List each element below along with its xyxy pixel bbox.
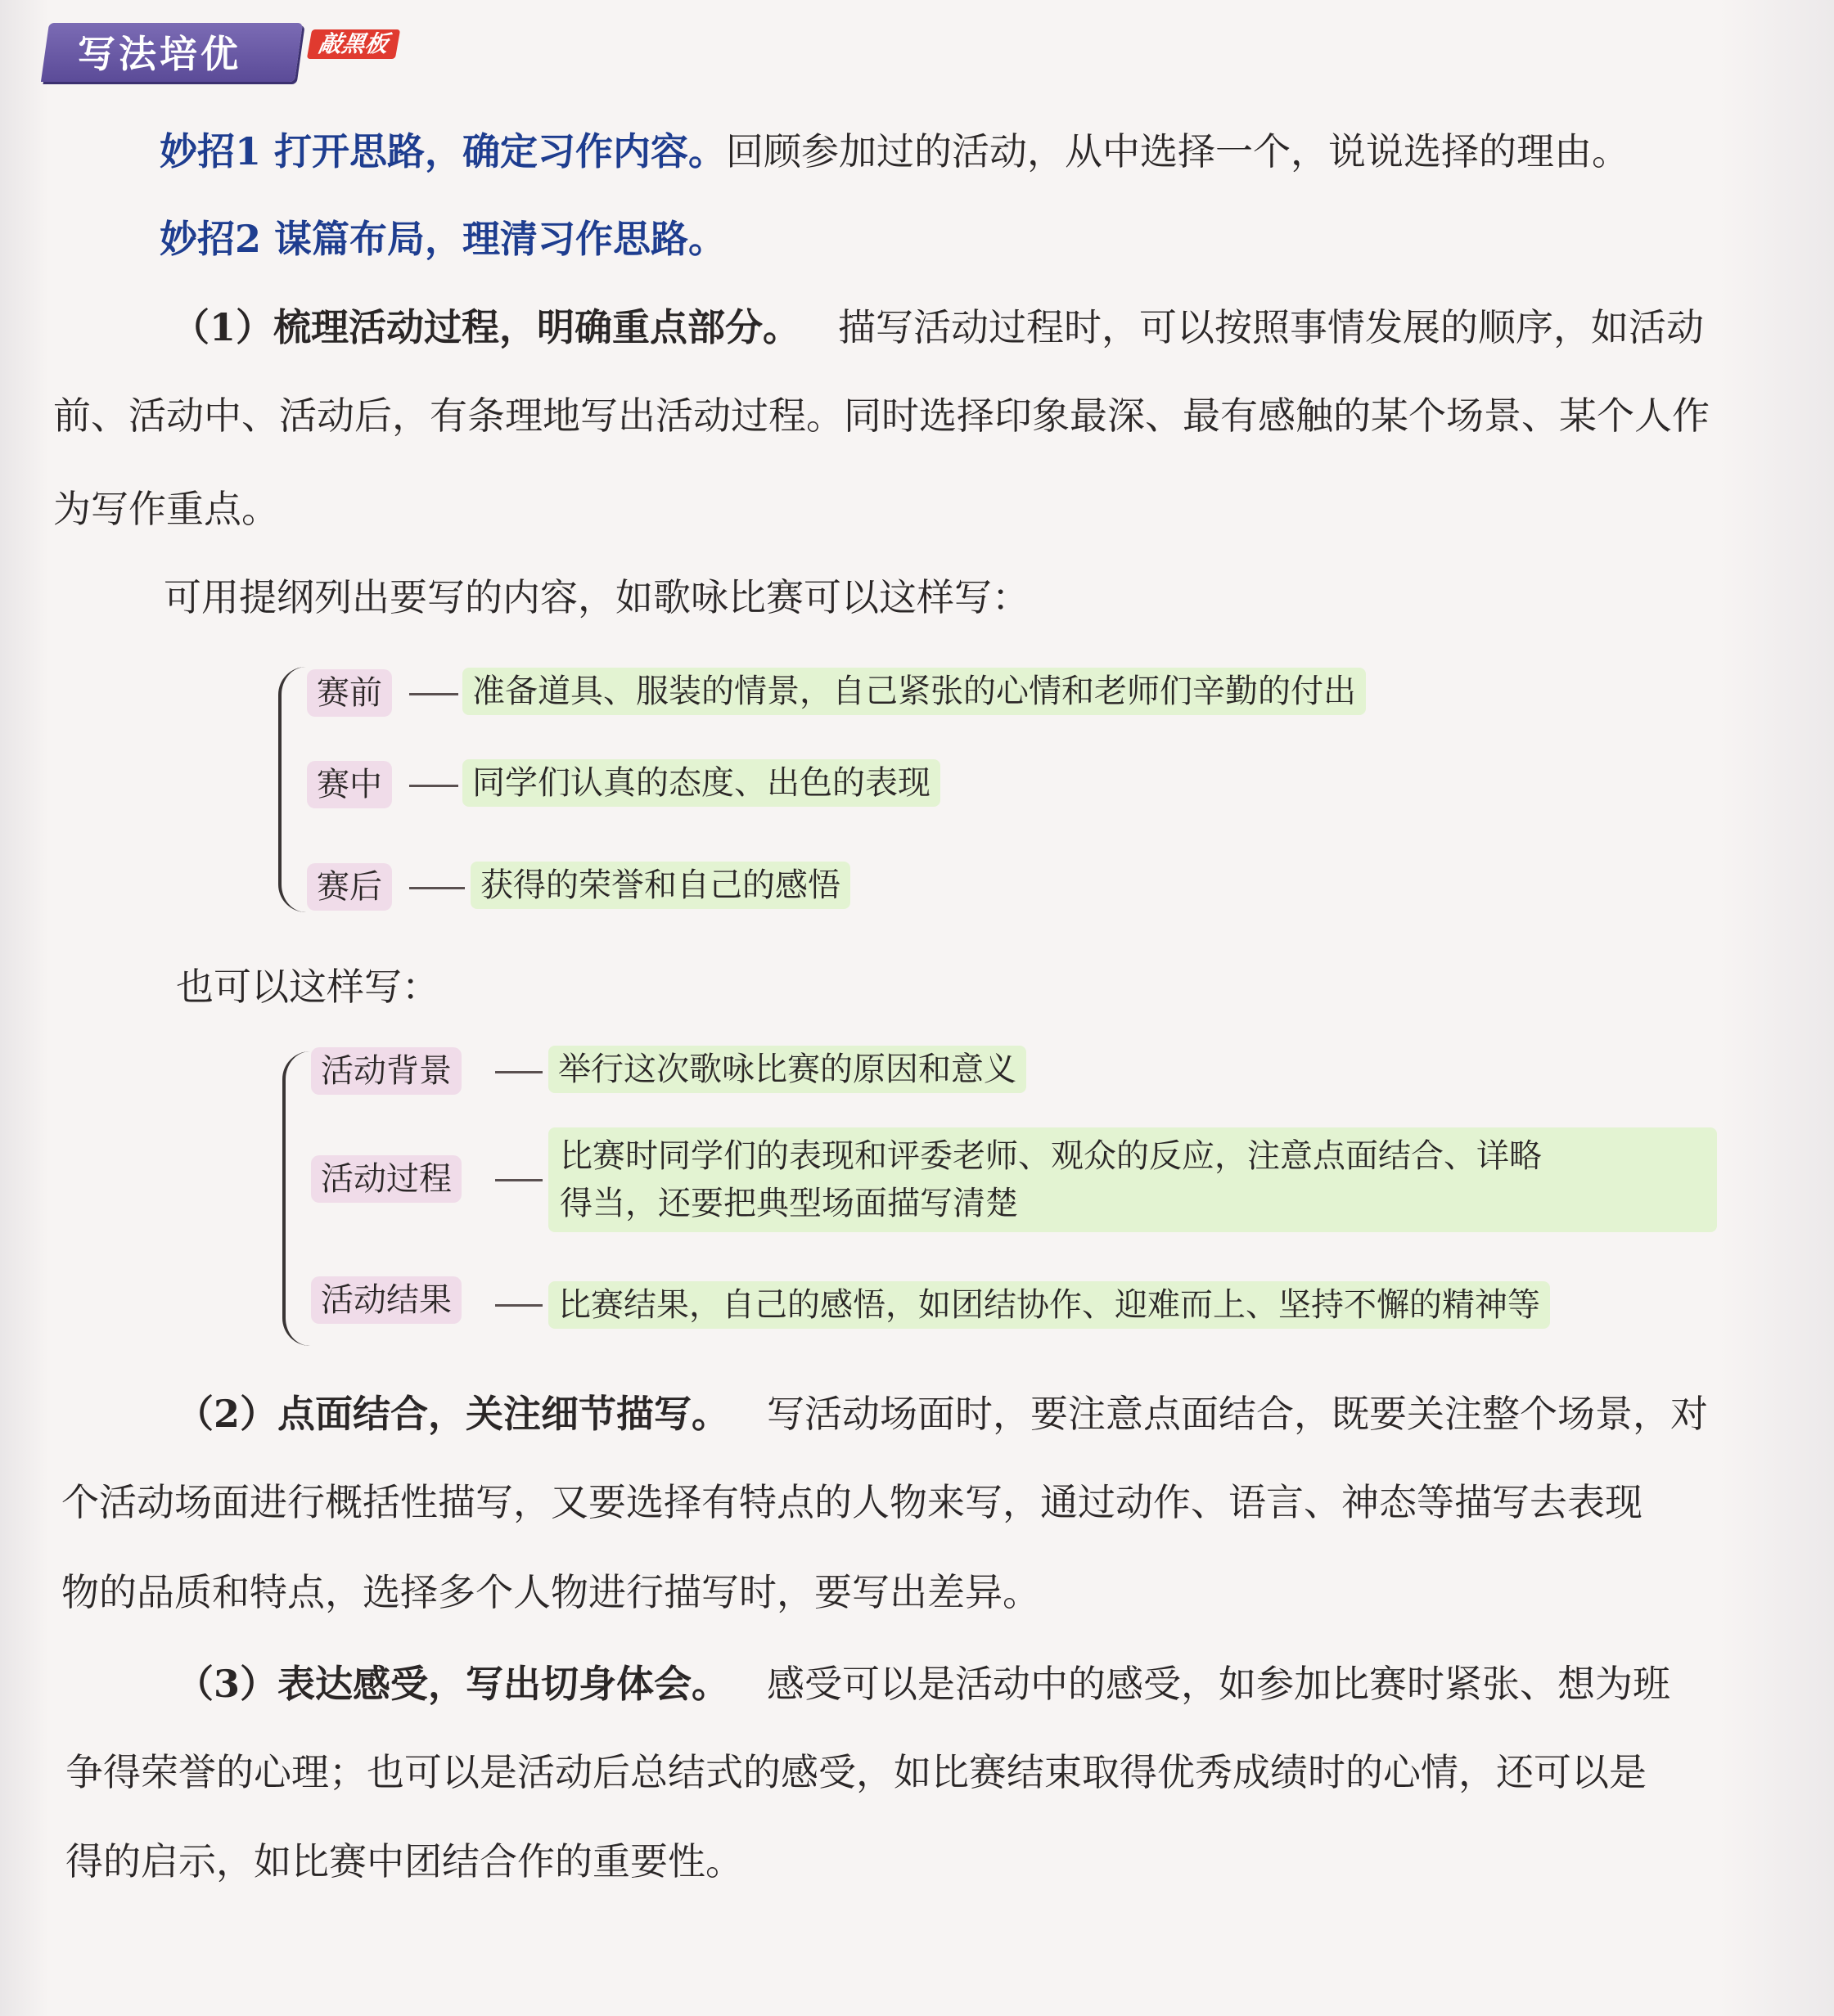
outline-1-leaf-before: 准备道具、服装的情景，自己紧张的心情和老师们辛勤的付出	[462, 668, 1366, 715]
section-2-first-line	[176, 1389, 1708, 1438]
tip-2-label: 妙招2 谋篇布局，理清习作思路。	[160, 217, 727, 261]
section-1-line-3: 为写作重点。	[53, 487, 279, 531]
outline-intro: 可用提纲列出要写的内容，如歌咏比赛可以这样写：	[164, 575, 1030, 619]
section-1-line-2: 前、活动中、活动后，有条理地写出活动过程。同时选择印象最深、最有感触的某个场景、某个人作	[53, 394, 1710, 438]
outline-1-leaf-during: 同学们认真的态度、出色的表现	[462, 759, 940, 807]
section-1-line-1: 描写活动过程时，可以按照事情发展的顺序，如活动	[838, 305, 1705, 349]
outline-2-connector	[495, 1304, 543, 1307]
outline-1-node-during: 赛中	[307, 761, 392, 808]
outline-2-node-background: 活动背景	[311, 1047, 462, 1095]
outline-2-leaf-process-line-2: 得当，还要把典型场面描写清楚	[560, 1185, 1018, 1222]
section-2-line-1: 写活动场面时，要注意点面结合，既要关注整个场景，对	[767, 1392, 1709, 1436]
outline-2-leaf-result: 比赛结果，自己的感悟，如团结协作、迎难而上、坚持不懈的精神等	[548, 1281, 1550, 1329]
outline-2-leaf-process-line-1: 比赛时同学们的表现和评委老师、观众的反应，注意点面结合、详略	[560, 1137, 1542, 1175]
tip-1	[160, 127, 1629, 176]
section-1-heading: （1）梳理活动过程，明确重点部分。	[172, 305, 801, 349]
outline-2-connector	[495, 1179, 543, 1181]
section-3-line-3: 得的启示，如比赛中团结合作的重要性。	[65, 1839, 743, 1883]
outline-1-connector	[409, 693, 458, 695]
section-2-line-2: 个活动场面进行概括性描写，又要选择有特点的人物来写，通过动作、语言、神态等描写去表现	[61, 1480, 1642, 1524]
tip-1-label: 妙招1 打开思路，确定习作内容。	[160, 129, 727, 173]
outline-2-node-process: 活动过程	[311, 1155, 462, 1203]
section-2-line-3: 物的品质和特点，选择多个人物进行描写时，要写出差异。	[61, 1570, 1040, 1614]
outline-2-node-result: 活动结果	[311, 1276, 462, 1324]
outline-2-connector	[495, 1071, 543, 1073]
header-badge: 敲黑板	[307, 29, 400, 59]
section-title: 写法培优	[78, 32, 241, 76]
section-3-line-2: 争得荣誉的心理；也可以是活动后总结式的感受，如比赛结束取得优秀成绩时的心情，还可以是	[65, 1750, 1647, 1794]
outline-2-leaf-process	[548, 1127, 1717, 1232]
outline-1-leaf-after: 获得的荣誉和自己的感悟	[471, 862, 850, 909]
tip-2	[160, 214, 726, 263]
outline-1-connector	[409, 785, 458, 787]
outline-1-brace	[278, 667, 306, 912]
outline-1-node-after: 赛后	[307, 863, 392, 911]
section-2-heading: （2）点面结合，关注细节描写。	[176, 1392, 730, 1436]
outline-1-node-before: 赛前	[307, 669, 392, 717]
tip-1-body: 回顾参加过的活动，从中选择一个，说说选择的理由。	[726, 129, 1630, 173]
section-1-first-line	[172, 303, 1704, 352]
section-3-first-line	[176, 1659, 1670, 1708]
section-3-line-1: 感受可以是活动中的感受，如参加比赛时紧张、想为班	[767, 1662, 1671, 1706]
section-3-heading: （3）表达感受，写出切身体会。	[176, 1662, 730, 1706]
outline-1-connector	[409, 887, 465, 889]
outline-2-intro: 也可以这样写：	[176, 965, 439, 1009]
outline-2-brace	[282, 1051, 310, 1346]
outline-2-leaf-background: 举行这次歌咏比赛的原因和意义	[548, 1046, 1026, 1093]
